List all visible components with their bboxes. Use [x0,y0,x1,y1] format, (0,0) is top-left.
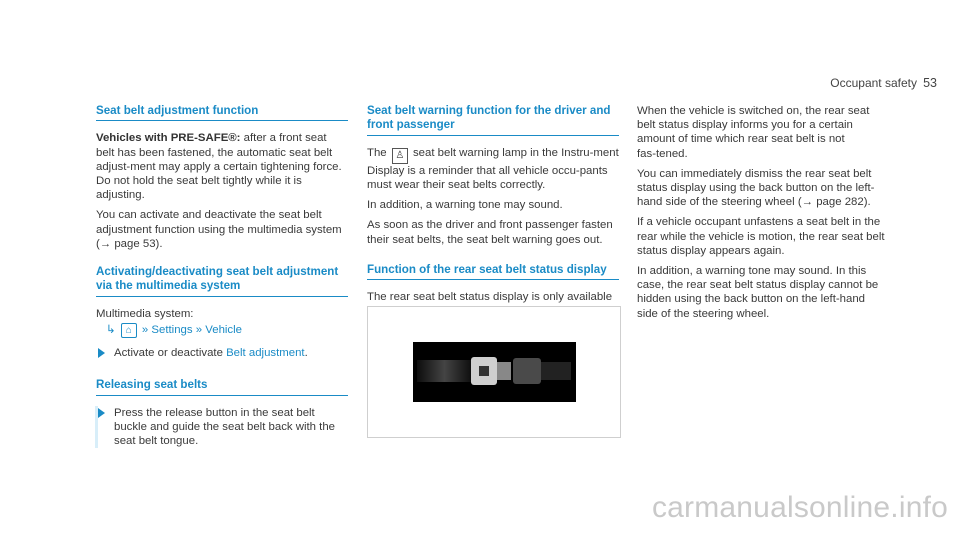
paragraph-pre-safe [96,131,348,202]
column-1 [96,104,348,454]
page-number: 53 [923,76,937,90]
seat-belt-buckle-illustration [413,342,576,402]
paragraph-dismiss: You can immediately dismiss the rear seat belt status display using the back button on the left-hand side of the steering wheel (→ page 282). [637,167,875,209]
paragraph-warning-goes-out: As soon as the driver and front passenger fasten their seat belts, the seat belt warning goes out. [367,219,613,246]
paragraph-pre-safe-text: after a front seat belt has been fastened, the automatic seat belt adjust‑ment may apply a certain tightening force. Do not hold the seat belt tightly while it is adjusting. [96,132,342,202]
watermark: carmanualsonline.info [651,491,948,524]
paragraph-appears-again: If a vehicle occupant unfastens a seat belt in the rear while the vehicle is motion, the rear seat belt status display appears again. [637,216,885,257]
column-2 [367,104,619,325]
home-icon[interactable]: ⌂ [121,323,137,338]
path-vehicle-link[interactable]: Vehicle [205,324,242,337]
rear-seat-belt-figure [367,306,621,438]
step-activate [96,346,348,360]
menu-path [96,323,348,338]
heading-rear-seat-belt-status: Function of the rear seat belt status display [367,263,619,280]
chevron-icon: » [141,324,149,337]
belt-adjustment-link[interactable]: Belt adjustment [226,347,305,360]
heading-releasing-seat-belts: Releasing seat belts [96,378,348,395]
heading-seat-belt-warning: Seat belt warning function for the driver and front passenger [367,104,619,136]
step-activate-end: . [304,347,308,360]
paragraph-cannot-hide: In addition, a warning tone may sound. In this case, the rear seat belt status display cannot be hidden using the back button on the left-hand side of the steering wheel. [637,265,879,320]
step-arrow-icon [98,348,105,358]
warning-lamp-text-b: seat belt warning lamp in the Instru‑ment Display is a reminder that all vehicle occu‑pants must wear their seat belts correctly. [367,146,619,192]
column-3 [637,104,889,327]
step-arrow-icon [98,408,105,418]
heading-seat-belt-adjustment: Seat belt adjustment function [96,104,348,121]
section-title: Occupant safety [830,76,917,90]
path-settings-link[interactable]: Settings [151,324,193,337]
release-step-block [96,406,348,449]
step-activate-text: Activate or deactivate [114,347,227,360]
paragraph-status-informs: When the vehicle is switched on, the rear seat belt status display informs you for a certain amount of time which rear seat belt is not fas‑tened. [637,105,870,160]
multimedia-label: Multimedia system: [96,307,194,320]
warning-lamp-text-a: The [367,146,390,159]
step-release [96,406,348,449]
paragraph-activate-info: You can activate and deactivate the seat belt adjustment function using the multimedia system (→ page 53). [96,209,342,250]
chevron-icon: » [195,324,203,337]
paragraph-warning-lamp [367,146,619,192]
rear-belt-status-display-image [413,342,576,402]
seat-belt-icon: ♙ [392,148,408,164]
vehicles-pre-safe-label: Vehicles with PRE‑SAFE®: [96,132,241,145]
heading-activating-deactivating: Activating/deactivating seat belt adjustment via the multimedia system [96,265,348,297]
paragraph-status-availability: The rear seat belt status display is only available [367,291,613,304]
path-arrow-icon: ↳ [106,324,116,337]
step-release-text: Press the release button in the seat belt buckle and guide the seat belt back with the seat belt tongue. [114,406,335,448]
paragraph-warning-tone: In addition, a warning tone may sound. [367,199,563,212]
